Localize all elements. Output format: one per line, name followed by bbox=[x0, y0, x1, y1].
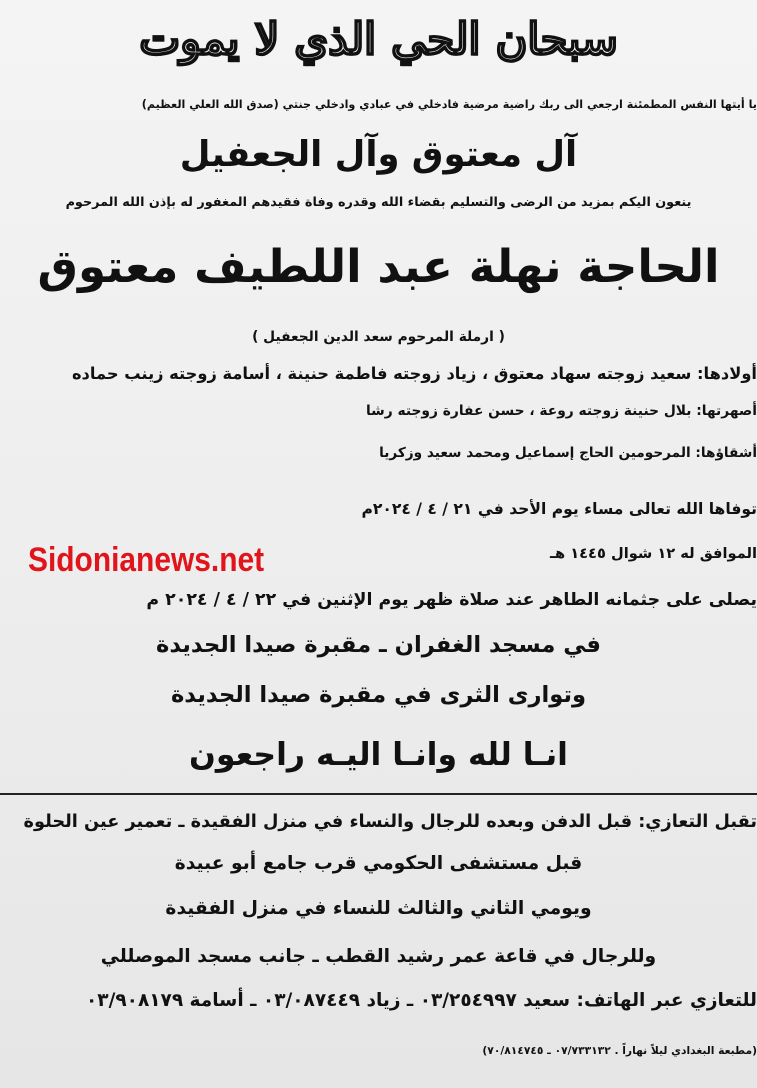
in-laws-line: أصهرتها: بلال حنينة زوجته روعة ، حسن عفارة زوجته رشا bbox=[366, 403, 757, 419]
section-divider bbox=[0, 793, 757, 795]
mosque-line: في مسجد الغفران ـ مقبرة صيدا الجديدة bbox=[156, 632, 601, 658]
children-line: أولادها: سعيد زوجته سهاد معتوق ، زياد زوجته فاطمة حنينة ، أسامة زوجته زينب حماده bbox=[71, 364, 757, 383]
condolence-line-3: ويومي الثاني والثالث للنساء في منزل الفقيدة bbox=[165, 898, 592, 919]
deceased-name: الحاجة نهلة عبد اللطيف معتوق bbox=[37, 240, 720, 293]
announcement-text: ينعون اليكم بمزيد من الرضى والتسليم بقضاء الله وقدره وفاة فقيدهم المغفور له بإذن الله المرحوم bbox=[65, 195, 692, 210]
condolence-line-1: تقبل التعازي: قبل الدفن وبعده للرجال والنساء في منزل الفقيدة ـ تعمير عين الحلوة bbox=[23, 812, 757, 832]
death-date-line: توفاها الله تعالى مساء يوم الأحد في ٢١ / ٤ / ٢٠٢٤م bbox=[361, 500, 757, 518]
siblings-line: أشقاؤها: المرحومين الحاج إسماعيل ومحمد سعيد وزكريا bbox=[379, 445, 757, 461]
condolence-line-2: قبل مستشفى الحكومي قرب جامع أبو عبيدة bbox=[174, 853, 583, 874]
condolence-line-4: وللرجال في قاعة عمر رشيد القطب ـ جانب مسجد الموصللي bbox=[100, 946, 657, 967]
widow-of: ( ارملة المرحوم سعد الدين الجعفيل ) bbox=[252, 329, 505, 345]
quran-verse: يا أيتها النفس المطمئنة ارجعي الى ربك راضية مرضية فادخلي في عبادي وادخلي جنتي (صدق الله العلي العظيم) bbox=[141, 98, 757, 111]
printer-credit: (مطبعة البغدادي ليلاً نهاراً . ٠٧/٧٣٣١٣٢ ـ ٧٠/٨١٤٧٤٥) bbox=[482, 1044, 757, 1057]
hijri-date-line: الموافق له ١٢ شوال ١٤٤٥ هـ bbox=[549, 545, 757, 562]
burial-line: وتوارى الثرى في مقبرة صيدا الجديدة bbox=[170, 682, 587, 708]
calligraphy-header: سبحان الحي الذي لا يموت bbox=[139, 14, 618, 65]
phone-condolences-line: للتعازي عبر الهاتف: سعيد ٠٣/٢٥٤٩٩٧ ـ زياد ٠٣/٠٨٧٤٤٩ ـ أسامة ٠٣/٩٠٨١٧٩ bbox=[86, 990, 757, 1011]
closing-verse: انـا لله وانـا اليـه راجعون bbox=[189, 737, 568, 773]
watermark-text: Sidonianews.net bbox=[28, 541, 265, 579]
prayer-line: يصلى على جثمانه الطاهر عند صلاة ظهر يوم الإثنين في ٢٢ / ٤ / ٢٠٢٤ م bbox=[146, 590, 757, 610]
families-title: آل معتوق وآل الجعفيل bbox=[179, 134, 578, 175]
